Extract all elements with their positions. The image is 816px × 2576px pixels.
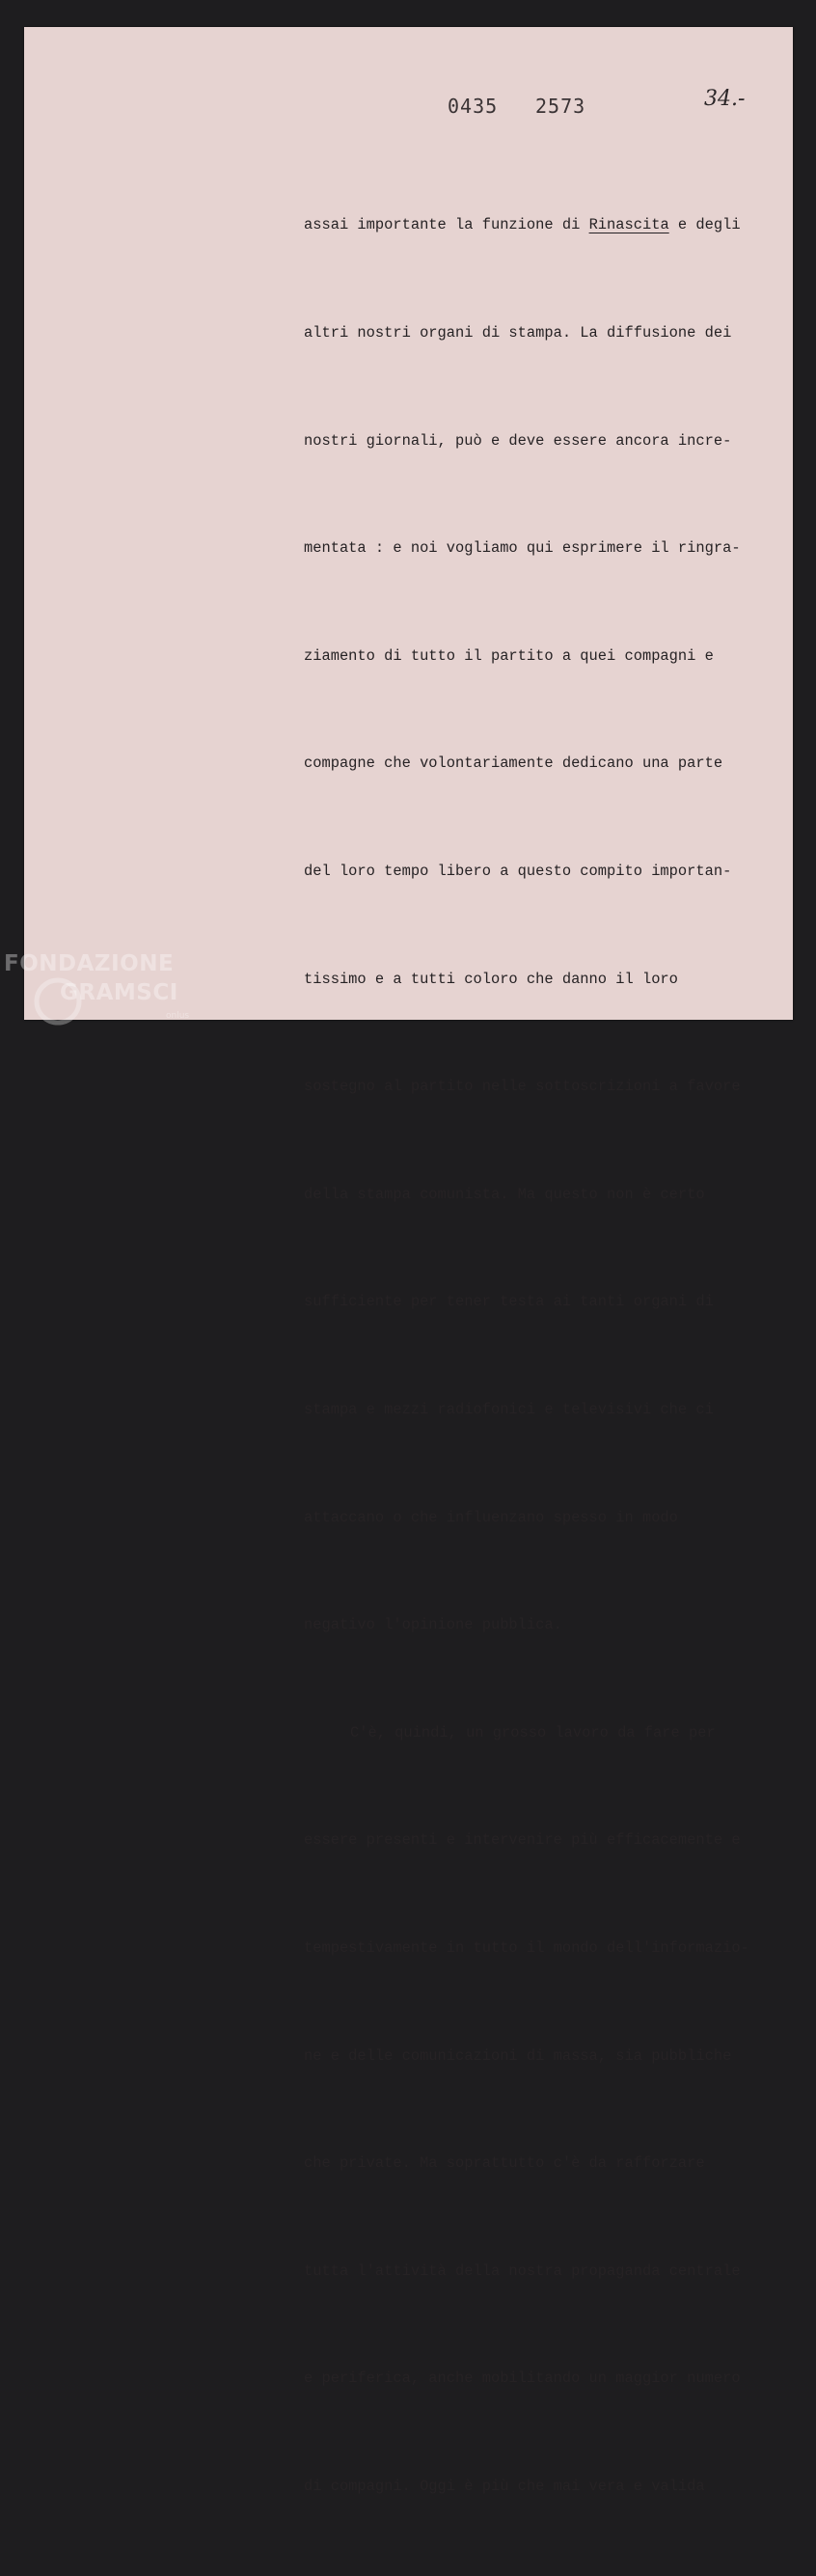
text-line: mentata : e noi vogliamo qui esprimere il ringra- (304, 539, 741, 558)
text-line-paragraph-start: C'è, quindi, un grosso lavoro da fare per (350, 1723, 716, 1741)
watermark-line-1: FONDAZIONE (4, 951, 175, 976)
text-line: ziamento di tutto il partito a quei compagni e (304, 646, 714, 665)
text-line: attaccano o che influenzano spesso in modo (304, 1508, 678, 1526)
text-line: sufficiente per tener testa ai tanti organi di (304, 1293, 714, 1311)
underlined-title: Rinascita (588, 216, 669, 234)
text-line: tempestivamente in tutto il mondo dell'informazio- (304, 1938, 749, 1957)
typewritten-body (304, 136, 786, 2576)
document-page (24, 27, 793, 2495)
archive-number-1: 0435 (448, 95, 499, 118)
text-line: nostri giornali, può e deve essere ancora incre- (304, 431, 732, 450)
text-line: altri nostri organi di stampa. La diffusione dei (304, 324, 732, 342)
text-line: stampa e mezzi radiofonici e televisivi che ci (304, 1400, 714, 1418)
watermark-line-2: GRAMSCI (60, 980, 178, 1005)
text-line: tissimo e a tutti coloro che danno il loro (304, 970, 678, 988)
text-line: che private. Ma soprattutto c'è da rafforzare (304, 2154, 705, 2173)
text-line: e periferica, anche mobilitando un maggior numero (304, 2370, 741, 2388)
text-line: tutta l'attività della nostra propaganda centrale (304, 2261, 741, 2280)
text-line: negativo l'opinione pubblica. (304, 1616, 562, 1634)
text-line: del loro tempo libero a questo compito importan- (304, 862, 732, 880)
text-line: essere presenti e intervenire più efficacemente e (304, 1831, 741, 1850)
text-line: della stampa comunista. Ma questo non è certo (304, 1185, 705, 1203)
handwritten-page-number: 34.- (704, 87, 746, 111)
text-line: compagne che volontariamente dedicano una parte (304, 754, 723, 773)
text-line: di compagni. Oggi è più che mai vera e valida (304, 2477, 705, 2495)
archive-number-2: 2573 (535, 95, 586, 118)
text-line: ne e delle comunicazioni di massa, sia pubbliche (304, 2046, 732, 2065)
text-line: sostegno al partito nelle sottoscrizioni a favore (304, 1078, 741, 1096)
text-line: assai importante la funzione di Rinascita e degli (304, 216, 741, 234)
watermark-line-3: onlus (166, 1011, 190, 1021)
